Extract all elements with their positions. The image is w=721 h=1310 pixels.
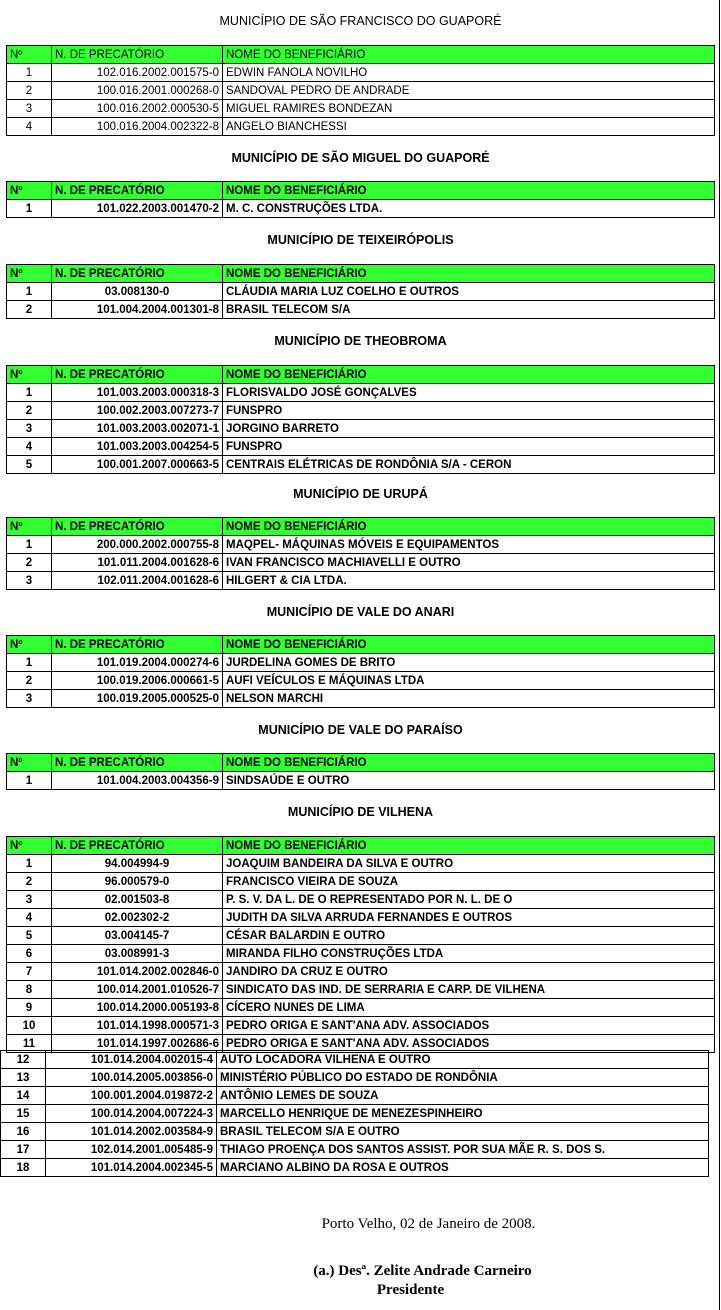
- header-precatorio: N. DE PRECATÓRIO: [52, 754, 223, 772]
- precatorio-number: 101.011.2004.001628-6: [52, 554, 223, 572]
- table-row: [7, 384, 715, 402]
- table-row: [7, 301, 715, 319]
- table-row: [1, 1159, 709, 1177]
- row-number: 1: [7, 384, 52, 402]
- row-number: 10: [7, 1017, 52, 1035]
- table-row: [7, 456, 715, 474]
- row-number: 3: [7, 572, 52, 590]
- beneficiary-name: P. S. V. DA L. DE O REPRESENTADO POR N. L. DE O: [223, 891, 715, 909]
- table-row: [7, 927, 715, 945]
- beneficiary-name: MIRANDA FILHO CONSTRUÇÕES LTDA: [223, 945, 715, 963]
- beneficiary-name: FUNSPRO: [223, 402, 715, 420]
- beneficiary-name: MARCIANO ALBINO DA ROSA E OUTROS: [217, 1159, 709, 1177]
- row-number: 5: [7, 456, 52, 474]
- table-sao-miguel: [6, 181, 715, 218]
- precatorio-number: 100.014.2000.005193-8: [52, 999, 223, 1017]
- precatorio-number: 03.008130-0: [52, 283, 223, 301]
- row-number: 7: [7, 963, 52, 981]
- precatorio-number: 100.001.2004.019872-2: [46, 1087, 217, 1105]
- precatorio-number: 101.022.2003.001470-2: [52, 200, 223, 218]
- table-row: [7, 945, 715, 963]
- section-title-vale-do-paraiso: MUNICÍPIO DE VALE DO PARAÍSO: [258, 723, 463, 737]
- header-beneficiario: NOME DO BENEFICIÁRIO: [223, 754, 715, 772]
- row-number: 11: [7, 1035, 52, 1053]
- table-row: [1, 1051, 709, 1069]
- section-title-theobroma: MUNICÍPIO DE THEOBROMA: [274, 334, 447, 348]
- section-title-sao-miguel: MUNICÍPIO DE SÃO MIGUEL DO GUAPORÉ: [231, 151, 490, 165]
- beneficiary-name: CÉSAR BALARDIN E OUTRO: [223, 927, 715, 945]
- header-beneficiario: NOME DO BENEFICIÁRIO: [223, 265, 715, 283]
- header-number: Nº: [7, 265, 52, 283]
- table-row: [1, 1069, 709, 1087]
- row-number: 2: [7, 554, 52, 572]
- table-row: [1, 1123, 709, 1141]
- header-beneficiario: NOME DO BENEFICIÁRIO: [223, 636, 715, 654]
- beneficiary-name: M. C. CONSTRUÇÕES LTDA.: [223, 200, 715, 218]
- row-number: 3: [7, 100, 52, 118]
- row-number: 2: [7, 873, 52, 891]
- beneficiary-name: FRANCISCO VIEIRA DE SOUZA: [223, 873, 715, 891]
- precatorio-number: 200.000.2002.000755-8: [52, 536, 223, 554]
- table-row: [7, 999, 715, 1017]
- header-beneficiario: NOME DO BENEFICIÁRIO: [223, 46, 715, 64]
- header-number: Nº: [7, 837, 52, 855]
- row-number: 9: [7, 999, 52, 1017]
- precatorio-number: 02.001503-8: [52, 891, 223, 909]
- beneficiary-name: JURDELINA GOMES DE BRITO: [223, 654, 715, 672]
- precatorio-number: 100.014.2004.007224-3: [46, 1105, 217, 1123]
- beneficiary-name: JUDITH DA SILVA ARRUDA FERNANDES E OUTROS: [223, 909, 715, 927]
- table-vilhena: [6, 836, 715, 1053]
- beneficiary-name: MIGUEL RAMIRES BONDEZAN: [223, 100, 715, 118]
- header-precatorio: N. DE PRECATÓRIO: [52, 636, 223, 654]
- header-number: Nº: [7, 182, 52, 200]
- section-title-teixeiropolis: MUNICÍPIO DE TEIXEIRÓPOLIS: [267, 233, 454, 247]
- table-row: [7, 420, 715, 438]
- header-precatorio: N. DE PRECATÓRIO: [52, 182, 223, 200]
- precatorio-number: 101.019.2004.000274-6: [52, 654, 223, 672]
- table-row: [7, 64, 715, 82]
- beneficiary-name: FUNSPRO: [223, 438, 715, 456]
- section-title-urupa: MUNICÍPIO DE URUPÁ: [293, 487, 428, 501]
- header-number: Nº: [7, 754, 52, 772]
- beneficiary-name: BRASIL TELECOM S/A: [223, 301, 715, 319]
- table-vilhena-continued: [0, 1050, 709, 1177]
- table-header-row: [7, 754, 715, 772]
- beneficiary-name: CENTRAIS ELÉTRICAS DE RONDÔNIA S/A - CERON: [223, 456, 715, 474]
- row-number: 3: [7, 891, 52, 909]
- table-row: [7, 873, 715, 891]
- table-row: [7, 909, 715, 927]
- table-row: [7, 772, 715, 790]
- beneficiary-name: THIAGO PROENÇA DOS SANTOS ASSIST. POR SUA MÃE R. S. DOS S.: [217, 1141, 709, 1159]
- beneficiary-name: EDWIN FANOLA NOVILHO: [223, 64, 715, 82]
- row-number: 12: [1, 1051, 46, 1069]
- table-row: [7, 1017, 715, 1035]
- precatorio-number: 101.014.1997.002686-6: [52, 1035, 223, 1053]
- table-row: [1, 1105, 709, 1123]
- footer-signature: (a.) Desª. Zelite Andrade Carneiro: [313, 1263, 532, 1279]
- table-row: [7, 100, 715, 118]
- beneficiary-name: AUFI VEÍCULOS E MÁQUINAS LTDA: [223, 672, 715, 690]
- table-row: [7, 654, 715, 672]
- table-row: [7, 200, 715, 218]
- row-number: 18: [1, 1159, 46, 1177]
- beneficiary-name: AUTO LOCADORA VILHENA E OUTRO: [217, 1051, 709, 1069]
- header-beneficiario: NOME DO BENEFICIÁRIO: [223, 518, 715, 536]
- beneficiary-name: JORGINO BARRETO: [223, 420, 715, 438]
- precatorio-number: 101.004.2003.004356-9: [52, 772, 223, 790]
- header-precatorio: N. DE PRECATÓRIO: [52, 518, 223, 536]
- row-number: 1: [7, 536, 52, 554]
- table-header-row: [7, 366, 715, 384]
- row-number: 17: [1, 1141, 46, 1159]
- row-number: 4: [7, 909, 52, 927]
- beneficiary-name: CÍCERO NUNES DE LIMA: [223, 999, 715, 1017]
- row-number: 1: [7, 283, 52, 301]
- row-number: 16: [1, 1123, 46, 1141]
- precatorio-number: 101.004.2004.001301-8: [52, 301, 223, 319]
- table-header-row: [7, 182, 715, 200]
- header-number: Nº: [7, 366, 52, 384]
- table-vale-do-anari: [6, 635, 715, 708]
- page-right-border: [719, 0, 720, 1310]
- row-number: 1: [7, 855, 52, 873]
- header-number: Nº: [7, 636, 52, 654]
- row-number: 4: [7, 118, 52, 136]
- precatorio-number: 102.011.2004.001628-6: [52, 572, 223, 590]
- precatorio-number: 101.014.1998.000571-3: [52, 1017, 223, 1035]
- header-number: Nº: [7, 518, 52, 536]
- table-theobroma: [6, 365, 715, 474]
- header-precatorio: N. DE PRECATÓRIO: [52, 837, 223, 855]
- header-precatorio: N. DE PRECATÓRIO: [52, 366, 223, 384]
- row-number: 1: [7, 64, 52, 82]
- table-row: [7, 981, 715, 999]
- precatorio-number: 101.014.2002.003584-9: [46, 1123, 217, 1141]
- row-number: 1: [7, 200, 52, 218]
- row-number: 14: [1, 1087, 46, 1105]
- table-row: [7, 554, 715, 572]
- beneficiary-name: PEDRO ORIGA E SANT'ANA ADV. ASSOCIADOS: [223, 1017, 715, 1035]
- beneficiary-name: CLÁUDIA MARIA LUZ COELHO E OUTROS: [223, 283, 715, 301]
- row-number: 4: [7, 438, 52, 456]
- table-header-row: [7, 46, 715, 64]
- table-row: [7, 855, 715, 873]
- row-number: 15: [1, 1105, 46, 1123]
- precatorio-number: 101.003.2003.002071-1: [52, 420, 223, 438]
- precatorio-number: 101.003.2003.000318-3: [52, 384, 223, 402]
- precatorio-number: 94.004994-9: [52, 855, 223, 873]
- precatorio-number: 100.001.2007.000663-5: [52, 456, 223, 474]
- header-beneficiario: NOME DO BENEFICIÁRIO: [223, 182, 715, 200]
- row-number: 2: [7, 82, 52, 100]
- table-header-row: [7, 636, 715, 654]
- section-title-sao-francisco: MUNICÍPIO DE SÃO FRANCISCO DO GUAPORÉ: [219, 14, 502, 28]
- precatorio-number: 102.014.2001.005485-9: [46, 1141, 217, 1159]
- beneficiary-name: JANDIRO DA CRUZ E OUTRO: [223, 963, 715, 981]
- table-header-row: [7, 837, 715, 855]
- precatorio-number: 100.016.2002.000530-5: [52, 100, 223, 118]
- precatorio-number: 100.014.2001.010526-7: [52, 981, 223, 999]
- table-row: [7, 891, 715, 909]
- precatorio-number: 02.002302-2: [52, 909, 223, 927]
- table-row: [7, 572, 715, 590]
- row-number: 13: [1, 1069, 46, 1087]
- beneficiary-name: NELSON MARCHI: [223, 690, 715, 708]
- table-header-row: [7, 265, 715, 283]
- table-row: [7, 118, 715, 136]
- row-number: 6: [7, 945, 52, 963]
- section-title-vale-do-anari: MUNICÍPIO DE VALE DO ANARI: [266, 605, 455, 619]
- row-number: 2: [7, 301, 52, 319]
- precatorio-number: 100.019.2006.000661-5: [52, 672, 223, 690]
- beneficiary-name: MAQPEL- MÁQUINAS MÓVEIS E EQUIPAMENTOS: [223, 536, 715, 554]
- table-urupa: [6, 517, 715, 590]
- precatorio-number: 101.014.2002.002846-0: [52, 963, 223, 981]
- precatorio-number: 03.008991-3: [52, 945, 223, 963]
- table-row: [7, 438, 715, 456]
- precatorio-number: 100.019.2005.000525-0: [52, 690, 223, 708]
- beneficiary-name: SANDOVAL PEDRO DE ANDRADE: [223, 82, 715, 100]
- table-row: [1, 1087, 709, 1105]
- table-row: [7, 402, 715, 420]
- precatorio-number: 100.014.2005.003856-0: [46, 1069, 217, 1087]
- beneficiary-name: SINDICATO DAS IND. DE SERRARIA E CARP. DE VILHENA: [223, 981, 715, 999]
- row-number: 1: [7, 654, 52, 672]
- section-title-vilhena: MUNICÍPIO DE VILHENA: [287, 805, 434, 819]
- row-number: 5: [7, 927, 52, 945]
- table-row: [7, 672, 715, 690]
- row-number: 8: [7, 981, 52, 999]
- beneficiary-name: MINISTÉRIO PÚBLICO DO ESTADO DE RONDÔNIA: [217, 1069, 709, 1087]
- beneficiary-name: IVAN FRANCISCO MACHIAVELLI E OUTRO: [223, 554, 715, 572]
- beneficiary-name: BRASIL TELECOM S/A E OUTRO: [217, 1123, 709, 1141]
- table-sao-francisco: [6, 45, 715, 136]
- row-number: 3: [7, 690, 52, 708]
- row-number: 3: [7, 420, 52, 438]
- table-row: [7, 283, 715, 301]
- table-row: [1, 1141, 709, 1159]
- header-precatorio: N. DE PRECATÓRIO: [52, 265, 223, 283]
- table-teixeiropolis: [6, 264, 715, 319]
- precatorio-number: 96.000579-0: [52, 873, 223, 891]
- table-row: [7, 690, 715, 708]
- precatorio-number: 100.016.2004.002322-8: [52, 118, 223, 136]
- beneficiary-name: PEDRO ORIGA E SANT'ANA ADV. ASSOCIADOS: [223, 1035, 715, 1053]
- table-vale-do-paraiso: [6, 753, 715, 790]
- footer-role: Presidente: [376, 1282, 445, 1298]
- header-precatorio: N. DE PRECATÓRIO: [52, 46, 223, 64]
- beneficiary-name: ANTÔNIO LEMES DE SOUZA: [217, 1087, 709, 1105]
- beneficiary-name: FLORISVALDO JOSÉ GONÇALVES: [223, 384, 715, 402]
- precatorio-number: 100.002.2003.007273-7: [52, 402, 223, 420]
- table-row: [7, 536, 715, 554]
- table-row: [7, 82, 715, 100]
- precatorio-number: 100.016.2001.000268-0: [52, 82, 223, 100]
- beneficiary-name: JOAQUIM BANDEIRA DA SILVA E OUTRO: [223, 855, 715, 873]
- precatorio-number: 102.016.2002.001575-0: [52, 64, 223, 82]
- row-number: 2: [7, 672, 52, 690]
- beneficiary-name: HILGERT & CIA LTDA.: [223, 572, 715, 590]
- precatorio-number: 03.004145-7: [52, 927, 223, 945]
- row-number: 1: [7, 772, 52, 790]
- row-number: 2: [7, 402, 52, 420]
- header-beneficiario: NOME DO BENEFICIÁRIO: [223, 837, 715, 855]
- precatorio-number: 101.003.2003.004254-5: [52, 438, 223, 456]
- precatorio-number: 101.014.2004.002015-4: [46, 1051, 217, 1069]
- precatorio-number: 101.014.2004.002345-5: [46, 1159, 217, 1177]
- table-header-row: [7, 518, 715, 536]
- beneficiary-name: ANGELO BIANCHESSI: [223, 118, 715, 136]
- header-number: Nº: [7, 46, 52, 64]
- header-beneficiario: NOME DO BENEFICIÁRIO: [223, 366, 715, 384]
- beneficiary-name: SINDSAÚDE E OUTRO: [223, 772, 715, 790]
- table-row: [7, 963, 715, 981]
- footer-place-date: Porto Velho, 02 de Janeiro de 2008.: [321, 1216, 536, 1232]
- beneficiary-name: MARCELLO HENRIQUE DE MENEZESPINHEIRO: [217, 1105, 709, 1123]
